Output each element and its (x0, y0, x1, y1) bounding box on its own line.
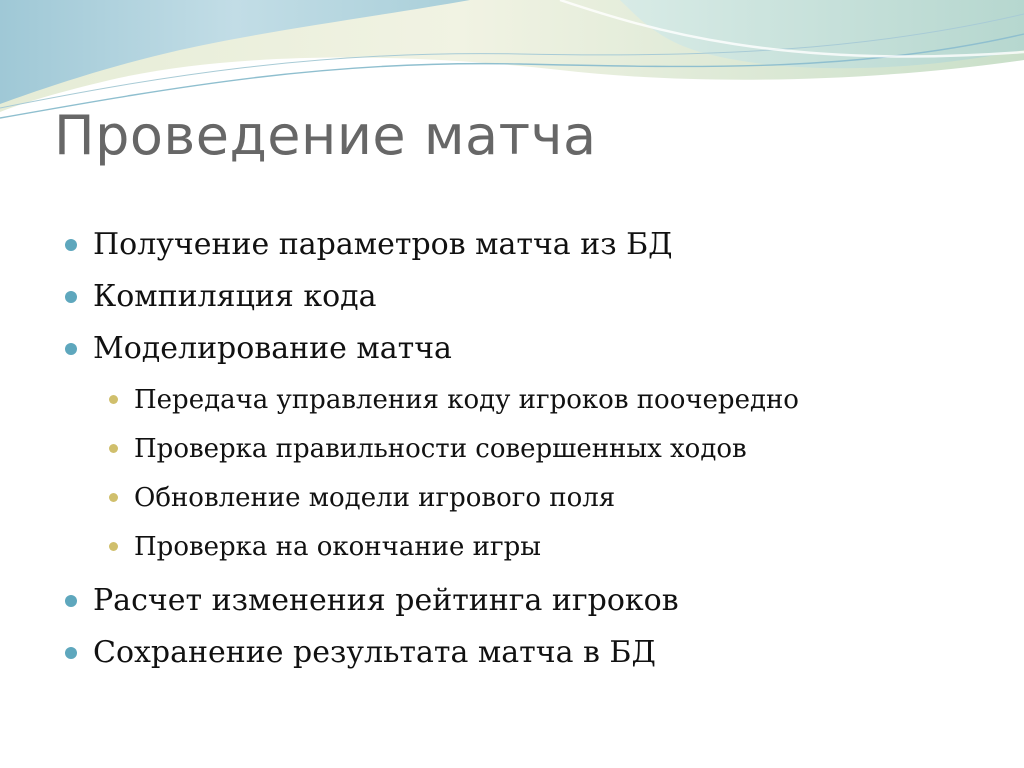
sub-bullet-dot-icon (109, 542, 118, 551)
slide-title: Проведение матча (54, 104, 597, 167)
sub-bullet-text: Проверка на окончание игры (134, 532, 541, 562)
bullet-text: Получение параметров матча из БД (93, 227, 673, 262)
bullet-dot-icon (65, 595, 77, 607)
bullet-item (0, 632, 1024, 684)
sub-bullet-item (0, 478, 1024, 527)
bullet-item (0, 580, 1024, 632)
bullet-text: Компиляция кода (93, 279, 377, 314)
bullet-item (0, 328, 1024, 380)
bullet-text: Расчет изменения рейтинга игроков (93, 583, 679, 618)
bullet-dot-icon (65, 239, 77, 251)
bullet-dot-icon (65, 647, 77, 659)
sub-bullet-text: Обновление модели игрового поля (134, 483, 616, 513)
bullet-item (0, 276, 1024, 328)
sub-bullet-item (0, 527, 1024, 576)
sub-bullet-text: Проверка правильности совершенных ходов (134, 434, 747, 464)
sub-bullet-dot-icon (109, 493, 118, 502)
bullet-text: Моделирование матча (93, 331, 452, 366)
sub-bullet-dot-icon (109, 395, 118, 404)
bullet-list (0, 224, 1024, 684)
bullet-dot-icon (65, 291, 77, 303)
sub-bullet-text: Передача управления коду игроков поочередно (134, 385, 799, 415)
bullet-text: Сохранение результата матча в БД (93, 635, 656, 670)
sub-bullet-item (0, 380, 1024, 429)
sub-bullet-dot-icon (109, 444, 118, 453)
bullet-dot-icon (65, 343, 77, 355)
bullet-item (0, 224, 1024, 276)
sub-bullet-item (0, 429, 1024, 478)
